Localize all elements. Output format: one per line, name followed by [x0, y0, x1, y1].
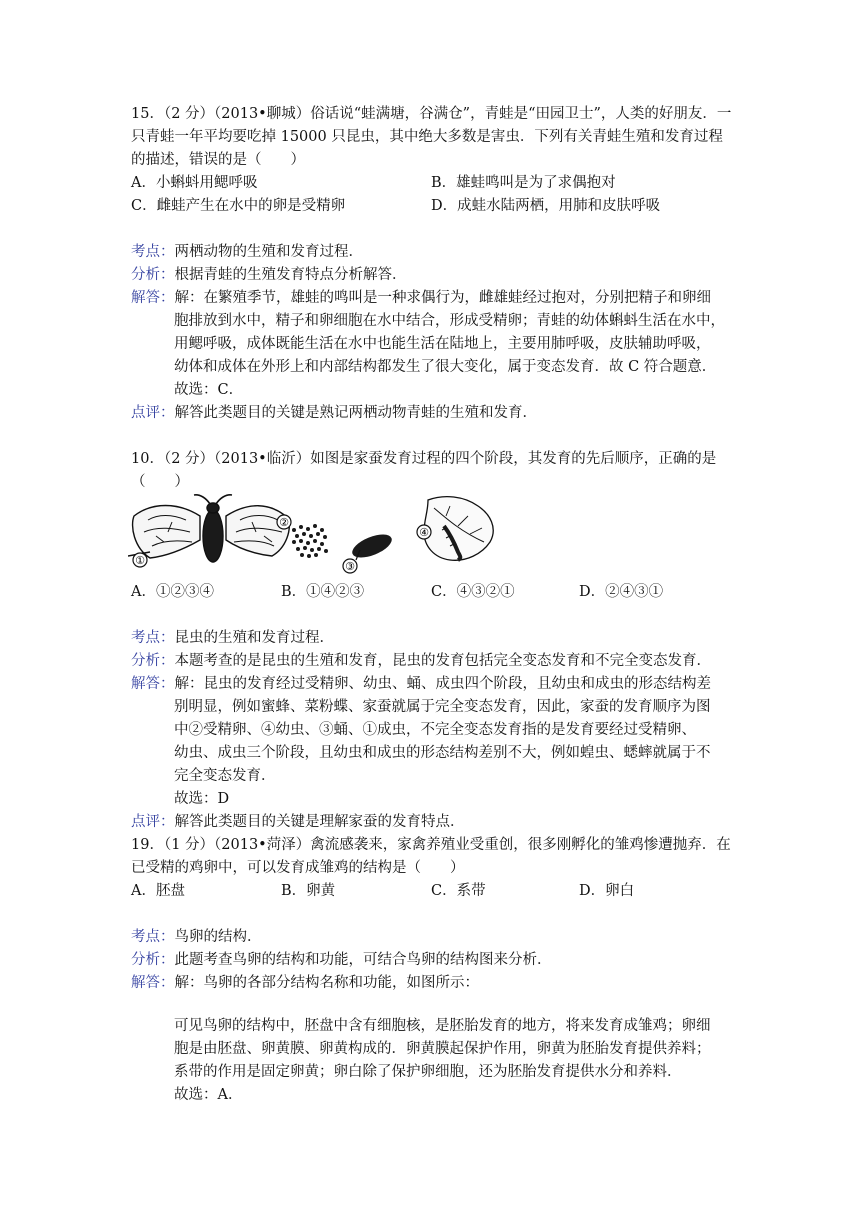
q15-fenxi-text: 根据青蛙的生殖发育特点分析解答．	[174, 267, 407, 283]
q15-option-d: D．成蛙水陆两栖，用肺和皮肤呼吸	[431, 198, 661, 214]
fenxi-label: 分析：	[131, 952, 175, 968]
q15-kaodian	[131, 241, 363, 264]
q19-option-b: B．卵黄	[281, 883, 336, 899]
q19-stem-line-2: 已受精的鸡卵中，可以发育成雏鸡的结构是（ ）	[131, 860, 465, 876]
q10-jieda-line-5: 完全变态发育．	[174, 768, 276, 784]
q15-option-a: A．小蝌蚪用鳃呼吸	[131, 175, 258, 191]
q19-stem-line-1: 19．（1 分）（2013•菏泽）禽流感袭来，家禽养殖业受重创，很多刚孵化的雏鸡惨遭抛弃．在	[131, 837, 731, 853]
q19-kaodian-text: 鸟卵的结构．	[174, 929, 262, 945]
stage-number-3: ③	[345, 560, 355, 573]
dianping-label: 点评：	[131, 405, 175, 421]
q10-option-b: B．①④②③	[281, 584, 365, 600]
q15-jieda-line-5: 故选：C．	[174, 382, 244, 398]
kaodian-label: 考点：	[131, 929, 175, 945]
q15-jieda-line-3: 用鳃呼吸，成体既能生活在水中也能生活在陆地上，主要用肺呼吸，皮肤辅助呼吸，	[174, 336, 711, 352]
q10-jieda-line-2: 别明显，例如蜜蜂、菜粉蝶、家蚕就属于完全变态发育，因此，家蚕的发育顺序为图	[174, 699, 711, 715]
q10-kaodian	[131, 627, 334, 650]
q10-option-d: D．②④③①	[579, 584, 664, 600]
q10-dianping-text: 解答此类题目的关键是理解家蚕的发育特点．	[174, 814, 465, 830]
q10-kaodian-text: 昆虫的生殖和发育过程．	[174, 630, 334, 646]
q19-fenxi	[131, 949, 552, 972]
q19-jieda-line-1: 解：鸟卵的各部分结构名称和功能，如图所示：	[174, 975, 479, 991]
q10-stem-line-2: （ ）	[131, 474, 189, 490]
q19-fenxi-text: 此题考查鸟卵的结构和功能，可结合鸟卵的结构图来分析．	[174, 952, 552, 968]
q10-option-a: A．①②③④	[131, 584, 214, 600]
q10-fenxi-text: 本题考查的是昆虫的生殖和发育，昆虫的发育包括完全变态发育和不完全变态发育．	[174, 653, 711, 669]
fenxi-label: 分析：	[131, 653, 175, 669]
q15-dianping	[131, 402, 537, 425]
q15-jieda-line-1: 解：在繁殖季节，雄蛙的鸣叫是一种求偶行为，雌雄蛙经过抱对，分别把精子和卵细	[174, 290, 711, 306]
stage-number-4: ④	[419, 526, 429, 539]
q15-option-b: B．雄蛙鸣叫是为了求偶抱对	[431, 175, 616, 191]
q19-jieda-line-2: 可见鸟卵的结构中，胚盘中含有细胞核，是胚胎发育的地方，将来发育成雏鸡；卵细	[174, 1018, 711, 1034]
q10-stem-line-1: 10．（2 分）（2013•临沂）如图是家蚕发育过程的四个阶段，其发育的先后顺序，正确的是	[131, 451, 717, 467]
q19-jieda-line-3: 胞是由胚盘、卵黄膜、卵黄构成的．卵黄膜起保护作用，卵黄为胚胎发育提供养料；	[174, 1041, 711, 1057]
kaodian-label: 考点：	[131, 630, 175, 646]
q19-option-c: C．系带	[431, 883, 486, 899]
q10-dianping	[131, 811, 465, 834]
q15-stem-line-3: 的描述，错误的是（ ）	[131, 152, 305, 168]
q15-stem-line-2: 只青蛙一年平均要吃掉 15000 只昆虫，其中绝大多数是害虫．下列有关青蛙生殖和发育过程	[131, 129, 723, 145]
jieda-label: 解答：	[131, 290, 175, 306]
q10-jieda-line-4: 幼虫、成虫三个阶段，且幼虫和成虫的形态结构差别不大，例如蝗虫、蟋蟀就属于不	[174, 745, 711, 761]
q19-jieda-line-5: 故选：A．	[174, 1087, 243, 1103]
q15-jieda-line-2: 胞排放到水中，精子和卵细胞在水中结合，形成受精卵；青蛙的幼体蝌蚪生活在水中，	[174, 313, 725, 329]
q15-fenxi	[131, 264, 407, 287]
q15-kaodian-text: 两栖动物的生殖和发育过程．	[174, 244, 363, 260]
stage-number-2: ②	[279, 516, 289, 529]
q15-option-c: C．雌蛙产生在水中的卵是受精卵	[131, 198, 346, 214]
silkworm-stages-figure	[128, 492, 508, 574]
q15-jieda	[131, 287, 711, 310]
q10-jieda-line-1: 解：昆虫的发育经过受精卵、幼虫、蛹、成虫四个阶段，且幼虫和成虫的形态结构差	[174, 676, 711, 692]
q19-option-d: D．卵白	[579, 883, 635, 899]
fenxi-label: 分析：	[131, 267, 175, 283]
q10-jieda	[131, 673, 711, 696]
q19-jieda-line-4: 系带的作用是固定卵黄；卵白除了保护卵细胞，还为胚胎发育提供水分和养料．	[174, 1064, 682, 1080]
q10-jieda-line-6: 故选：D	[174, 791, 230, 807]
q19-jieda	[131, 972, 479, 995]
q15-stem-line-1: 15．（2 分）（2013•聊城）俗话说“蛙满塘，谷满仓”，青蛙是“田园卫士”，人类的好朋友．一	[131, 106, 732, 122]
moth-illustration	[128, 495, 289, 562]
q19-option-a: A．胚盘	[131, 883, 185, 899]
jieda-label: 解答：	[131, 975, 175, 991]
jieda-label: 解答：	[131, 676, 175, 692]
q10-option-c: C．④③②①	[431, 584, 515, 600]
larva-on-leaf-illustration	[424, 497, 493, 561]
q15-dianping-text: 解答此类题目的关键是熟记两栖动物青蛙的生殖和发育．	[174, 405, 537, 421]
kaodian-label: 考点：	[131, 244, 175, 260]
q15-jieda-line-4: 幼体和成体在外形上和内部结构都发生了很大变化，属于变态发育．故 C 符合题意．	[174, 359, 717, 375]
dianping-label: 点评：	[131, 814, 175, 830]
pupa-illustration	[349, 530, 395, 562]
q10-fenxi	[131, 650, 711, 673]
eggs-illustration	[292, 524, 328, 558]
q10-jieda-line-3: 中②受精卵、④幼虫、③蛹、①成虫，不完全变态发育指的是发育要经过受精卵、	[174, 722, 696, 738]
stage-number-1: ①	[135, 554, 145, 567]
q19-kaodian	[131, 926, 262, 949]
